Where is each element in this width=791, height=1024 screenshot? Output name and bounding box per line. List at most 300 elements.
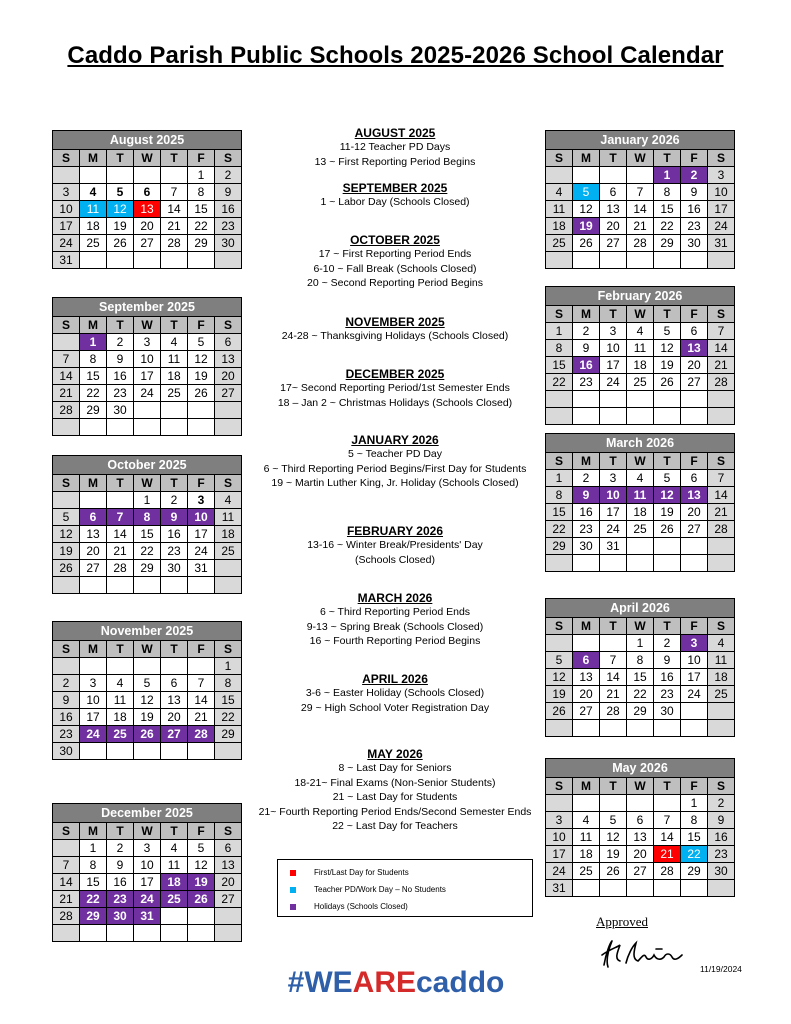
- calendar-day-cell: 5: [654, 323, 681, 340]
- calendar-day-cell: 18: [80, 218, 107, 235]
- event-month-heading: NOVEMBER 2025: [345, 315, 445, 329]
- calendar-empty-cell: [681, 252, 708, 269]
- weekday-label: T: [161, 641, 188, 658]
- calendar-day-cell: 11: [627, 487, 654, 504]
- calendar-day-cell: 21: [708, 504, 735, 521]
- calendar-empty-cell: [53, 658, 80, 675]
- calendar-empty-cell: [215, 577, 242, 594]
- weekday-label: S: [708, 618, 735, 635]
- event-line: 16 ~ Fourth Reporting Period Begins: [309, 635, 481, 647]
- weekday-label: F: [681, 778, 708, 795]
- calendar-day-cell: 2: [107, 334, 134, 351]
- calendar-empty-cell: [681, 555, 708, 572]
- signature-icon: [596, 935, 696, 975]
- weekday-label: W: [134, 641, 161, 658]
- calendar-day-cell: 14: [654, 829, 681, 846]
- calendar-day-cell: 14: [53, 368, 80, 385]
- calendar-day-cell: 10: [134, 857, 161, 874]
- event-line: 9-13 ~ Spring Break (Schools Closed): [306, 620, 484, 633]
- calendar-day-cell: 6: [600, 184, 627, 201]
- calendar-day-cell: 5: [107, 184, 134, 201]
- calendar-day-cell: 27: [681, 374, 708, 391]
- calendar-empty-cell: [573, 720, 600, 737]
- calendar-day-cell: 6: [161, 675, 188, 692]
- calendar-day-cell: 16: [215, 201, 242, 218]
- calendar-day-cell: 25: [546, 235, 573, 252]
- calendar-day-cell: 30: [161, 560, 188, 577]
- calendar-empty-cell: [188, 658, 215, 675]
- calendar-day-cell: 20: [627, 846, 654, 863]
- calendar-day-cell: 7: [600, 652, 627, 669]
- calendar-empty-cell: [161, 419, 188, 436]
- calendar-day-cell: 30: [107, 402, 134, 419]
- calendar-day-cell: 12: [134, 692, 161, 709]
- weekday-label: T: [600, 778, 627, 795]
- calendar-empty-cell: [627, 408, 654, 425]
- calendar-day-cell: 9: [161, 509, 188, 526]
- calendar-day-cell: 14: [708, 487, 735, 504]
- calendar-day-cell: 14: [188, 692, 215, 709]
- calendar-day-cell: 8: [188, 184, 215, 201]
- calendar-day-cell: 12: [188, 351, 215, 368]
- calendar-day-cell: 9: [573, 340, 600, 357]
- calendar-day-cell: 12: [573, 201, 600, 218]
- calendar-empty-cell: [654, 880, 681, 897]
- calendar-empty-cell: [600, 720, 627, 737]
- calendar-empty-cell: [134, 658, 161, 675]
- calendar-day-cell: 12: [600, 829, 627, 846]
- calendar-day-cell: 3: [188, 492, 215, 509]
- calendar-day-cell: 13: [215, 351, 242, 368]
- calendar-day-cell: 18: [708, 669, 735, 686]
- calendar-day-cell: 15: [215, 692, 242, 709]
- calendar-day-cell: 25: [627, 521, 654, 538]
- purple-swatch-icon: [290, 904, 296, 910]
- calendar-day-cell: 28: [627, 235, 654, 252]
- calendar-day-cell: 21: [107, 543, 134, 560]
- calendar-day-cell: 14: [708, 340, 735, 357]
- calendar-day-cell: 22: [681, 846, 708, 863]
- calendar-day-cell: 10: [600, 340, 627, 357]
- weekday-label: T: [161, 475, 188, 492]
- calendar-day-cell: 21: [53, 385, 80, 402]
- calendar-empty-cell: [627, 555, 654, 572]
- calendar-day-cell: 8: [80, 857, 107, 874]
- calendar-day-cell: 12: [53, 526, 80, 543]
- weekday-label: T: [107, 475, 134, 492]
- calendar-empty-cell: [215, 908, 242, 925]
- events-august: [250, 126, 540, 169]
- calendar-day-cell: 6: [681, 470, 708, 487]
- calendar-day-cell: 1: [134, 492, 161, 509]
- event-line: 19 ~ Martin Luther King, Jr. Holiday (Schools Closed): [271, 477, 519, 489]
- calendar-day-cell: 30: [708, 863, 735, 880]
- calendar-day-cell: 7: [188, 675, 215, 692]
- weekday-label: M: [573, 150, 600, 167]
- calendar-empty-cell: [600, 880, 627, 897]
- weekday-label: S: [708, 778, 735, 795]
- calendar-day-cell: 26: [53, 560, 80, 577]
- calendar-day-cell: 24: [134, 385, 161, 402]
- weekday-label: T: [654, 150, 681, 167]
- calendar-day-cell: 13: [215, 857, 242, 874]
- calendar-day-cell: 14: [627, 201, 654, 218]
- calendar-day-cell: 26: [600, 863, 627, 880]
- calendar-day-cell: 6: [681, 323, 708, 340]
- calendar-day-cell: 2: [161, 492, 188, 509]
- calendar-empty-cell: [681, 720, 708, 737]
- weekday-label: S: [53, 317, 80, 334]
- events-january: [250, 433, 540, 491]
- weekday-label: M: [80, 475, 107, 492]
- calendar-day-cell: 19: [654, 504, 681, 521]
- calendar-day-cell: 24: [546, 863, 573, 880]
- calendar-day-cell: 29: [215, 726, 242, 743]
- weekday-label: T: [107, 317, 134, 334]
- calendar-empty-cell: [161, 577, 188, 594]
- calendar-empty-cell: [573, 391, 600, 408]
- weekday-label: M: [573, 778, 600, 795]
- weekday-label: M: [80, 823, 107, 840]
- calendar-day-cell: 19: [546, 686, 573, 703]
- event-line: (Schools Closed): [355, 553, 435, 566]
- calendar-day-cell: 16: [161, 526, 188, 543]
- calendar-month-header: February 2026: [546, 287, 735, 306]
- calendar-day-cell: 25: [161, 891, 188, 908]
- calendar-empty-cell: [80, 492, 107, 509]
- calendar-day-cell: 15: [546, 357, 573, 374]
- calendar-month-header: March 2026: [546, 434, 735, 453]
- calendar-day-cell: 9: [681, 184, 708, 201]
- weekday-label: S: [546, 618, 573, 635]
- legend-first-last: [290, 868, 409, 877]
- weekday-label: T: [600, 150, 627, 167]
- calendar-day-cell: 24: [600, 521, 627, 538]
- calendar-empty-cell: [708, 252, 735, 269]
- calendar-day-cell: 10: [188, 509, 215, 526]
- calendar-day-cell: 18: [627, 357, 654, 374]
- calendar-day-cell: 10: [80, 692, 107, 709]
- calendar-day-cell: 5: [188, 840, 215, 857]
- events-september: [250, 181, 540, 210]
- calendar-day-cell: 16: [107, 874, 134, 891]
- calendar-day-cell: 15: [188, 201, 215, 218]
- calendar-day-cell: 3: [708, 167, 735, 184]
- calendar-day-cell: 13: [80, 526, 107, 543]
- calendar-day-cell: 11: [161, 857, 188, 874]
- calendar-empty-cell: [107, 167, 134, 184]
- calendar-empty-cell: [53, 577, 80, 594]
- calendar-day-cell: 11: [627, 340, 654, 357]
- calendar-empty-cell: [215, 419, 242, 436]
- calendar-day-cell: 7: [161, 184, 188, 201]
- calendar-day-cell: 25: [80, 235, 107, 252]
- event-line: 11-12 Teacher PD Days: [339, 141, 451, 153]
- calendar-day-cell: 31: [53, 252, 80, 269]
- calendar-day-cell: 23: [708, 846, 735, 863]
- calendar-empty-cell: [654, 538, 681, 555]
- calendar-day-cell: 29: [80, 402, 107, 419]
- calendar-empty-cell: [80, 743, 107, 760]
- calendar-empty-cell: [215, 402, 242, 419]
- weekday-label: S: [53, 641, 80, 658]
- weekday-label: M: [80, 150, 107, 167]
- calendar-day-cell: 15: [134, 526, 161, 543]
- calendar-day-cell: 22: [134, 543, 161, 560]
- calendar-day-cell: 24: [708, 218, 735, 235]
- calendar-day-cell: 17: [681, 669, 708, 686]
- weekday-label: T: [654, 778, 681, 795]
- calendar-day-cell: 26: [546, 703, 573, 720]
- calendar-day-cell: 8: [654, 184, 681, 201]
- weekday-label: S: [53, 475, 80, 492]
- calendar-day-cell: 21: [188, 709, 215, 726]
- calendar-empty-cell: [708, 408, 735, 425]
- calendar-empty-cell: [53, 925, 80, 942]
- weekday-label: F: [188, 823, 215, 840]
- calendar-empty-cell: [188, 743, 215, 760]
- calendar-day-cell: 4: [80, 184, 107, 201]
- calendar-empty-cell: [53, 492, 80, 509]
- calendar-day-cell: 17: [134, 368, 161, 385]
- calendar-empty-cell: [546, 555, 573, 572]
- calendar-day-cell: 19: [600, 846, 627, 863]
- calendar-empty-cell: [107, 577, 134, 594]
- calendar-empty-cell: [107, 743, 134, 760]
- calendar-empty-cell: [53, 334, 80, 351]
- calendar-day-cell: 5: [654, 470, 681, 487]
- calendar-day-cell: 28: [708, 374, 735, 391]
- calendar-day-cell: 9: [53, 692, 80, 709]
- weekday-label: M: [573, 453, 600, 470]
- calendar-empty-cell: [188, 402, 215, 419]
- calendar-empty-cell: [188, 419, 215, 436]
- calendar-day-cell: 27: [573, 703, 600, 720]
- calendar-empty-cell: [107, 419, 134, 436]
- calendar-empty-cell: [215, 743, 242, 760]
- calendar-day-cell: 20: [681, 357, 708, 374]
- calendar-month-header: August 2025: [53, 131, 242, 150]
- calendar-day-cell: 19: [134, 709, 161, 726]
- calendar-day-cell: 4: [573, 812, 600, 829]
- calendar-january-2026: [545, 130, 735, 269]
- calendar-empty-cell: [188, 252, 215, 269]
- approval-date: 11/19/2024: [700, 964, 742, 974]
- calendar-day-cell: 6: [573, 652, 600, 669]
- events-october: [250, 233, 540, 291]
- calendar-empty-cell: [681, 538, 708, 555]
- calendar-day-cell: 2: [573, 470, 600, 487]
- weekday-label: M: [80, 317, 107, 334]
- events-march: [250, 591, 540, 649]
- calendar-day-cell: 7: [53, 351, 80, 368]
- calendar-day-cell: 22: [546, 374, 573, 391]
- calendar-day-cell: 6: [215, 334, 242, 351]
- calendar-day-cell: 24: [53, 235, 80, 252]
- calendar-october-2025: [52, 455, 242, 594]
- calendar-day-cell: 29: [134, 560, 161, 577]
- calendar-day-cell: 29: [188, 235, 215, 252]
- calendar-empty-cell: [708, 720, 735, 737]
- calendar-empty-cell: [546, 795, 573, 812]
- calendar-day-cell: 14: [161, 201, 188, 218]
- calendar-day-cell: 29: [627, 703, 654, 720]
- calendar-empty-cell: [53, 840, 80, 857]
- calendar-day-cell: 17: [188, 526, 215, 543]
- event-month-heading: AUGUST 2025: [354, 126, 436, 140]
- weekday-label: T: [161, 823, 188, 840]
- calendar-day-cell: 3: [600, 470, 627, 487]
- calendar-day-cell: 19: [573, 218, 600, 235]
- calendar-day-cell: 17: [600, 357, 627, 374]
- calendar-day-cell: 27: [627, 863, 654, 880]
- calendar-day-cell: 7: [53, 857, 80, 874]
- calendar-day-cell: 14: [53, 874, 80, 891]
- weekday-label: S: [53, 150, 80, 167]
- calendar-empty-cell: [53, 167, 80, 184]
- calendar-day-cell: 19: [654, 357, 681, 374]
- calendar-day-cell: 25: [161, 385, 188, 402]
- calendar-day-cell: 27: [161, 726, 188, 743]
- calendar-day-cell: 1: [80, 840, 107, 857]
- calendar-day-cell: 22: [546, 521, 573, 538]
- calendar-day-cell: 28: [708, 521, 735, 538]
- calendar-day-cell: 12: [654, 340, 681, 357]
- calendar-empty-cell: [573, 635, 600, 652]
- weekday-label: W: [627, 618, 654, 635]
- calendar-empty-cell: [134, 577, 161, 594]
- calendar-day-cell: 2: [708, 795, 735, 812]
- calendar-empty-cell: [600, 635, 627, 652]
- calendar-day-cell: 20: [600, 218, 627, 235]
- legend-first-last-label: First/Last Day for Students: [314, 868, 409, 877]
- calendar-day-cell: 10: [600, 487, 627, 504]
- calendar-day-cell: 19: [53, 543, 80, 560]
- calendar-day-cell: 20: [573, 686, 600, 703]
- calendar-day-cell: 15: [654, 201, 681, 218]
- weekday-label: S: [53, 823, 80, 840]
- calendar-empty-cell: [215, 252, 242, 269]
- calendar-day-cell: 8: [627, 652, 654, 669]
- calendar-day-cell: 12: [546, 669, 573, 686]
- calendar-day-cell: 29: [546, 538, 573, 555]
- calendar-day-cell: 13: [627, 829, 654, 846]
- calendar-empty-cell: [573, 555, 600, 572]
- calendar-day-cell: 19: [188, 368, 215, 385]
- calendar-day-cell: 11: [215, 509, 242, 526]
- calendar-day-cell: 16: [107, 368, 134, 385]
- calendar-day-cell: 25: [627, 374, 654, 391]
- calendar-day-cell: 11: [107, 692, 134, 709]
- event-line: 5 ~ Teacher PD Day: [347, 448, 443, 460]
- calendar-day-cell: 2: [573, 323, 600, 340]
- weekday-label: F: [681, 306, 708, 323]
- event-line: 18 – Jan 2 ~ Christmas Holidays (Schools Closed): [277, 396, 513, 409]
- calendar-empty-cell: [107, 252, 134, 269]
- calendar-day-cell: 13: [681, 340, 708, 357]
- calendar-empty-cell: [80, 167, 107, 184]
- event-month-heading: SEPTEMBER 2025: [342, 181, 448, 195]
- calendar-month-header: October 2025: [53, 456, 242, 475]
- calendar-day-cell: 28: [53, 908, 80, 925]
- calendar-empty-cell: [708, 391, 735, 408]
- calendar-day-cell: 20: [80, 543, 107, 560]
- calendar-day-cell: 23: [107, 891, 134, 908]
- calendar-empty-cell: [161, 167, 188, 184]
- calendar-day-cell: 9: [107, 857, 134, 874]
- calendar-day-cell: 5: [134, 675, 161, 692]
- calendar-day-cell: 28: [53, 402, 80, 419]
- calendar-day-cell: 31: [708, 235, 735, 252]
- calendar-day-cell: 1: [681, 795, 708, 812]
- weekday-label: F: [681, 150, 708, 167]
- calendar-empty-cell: [80, 658, 107, 675]
- calendar-day-cell: 13: [573, 669, 600, 686]
- calendar-day-cell: 5: [600, 812, 627, 829]
- calendar-day-cell: 13: [681, 487, 708, 504]
- calendar-empty-cell: [161, 658, 188, 675]
- event-month-heading: MAY 2026: [367, 747, 423, 761]
- calendar-empty-cell: [134, 252, 161, 269]
- calendar-day-cell: 21: [708, 357, 735, 374]
- calendar-day-cell: 22: [188, 218, 215, 235]
- event-line: 21~ Fourth Reporting Period Ends/Second Semester Ends: [258, 805, 532, 818]
- calendar-day-cell: 8: [215, 675, 242, 692]
- calendar-day-cell: 27: [80, 560, 107, 577]
- event-line: 20 ~ Second Reporting Period Begins: [307, 277, 483, 289]
- event-line: 24-28 ~ Thanksgiving Holidays (Schools Closed): [281, 330, 509, 342]
- calendar-day-cell: 13: [600, 201, 627, 218]
- calendar-day-cell: 30: [107, 908, 134, 925]
- calendar-day-cell: 15: [681, 829, 708, 846]
- calendar-empty-cell: [600, 167, 627, 184]
- events-may: [250, 747, 540, 834]
- calendar-day-cell: 4: [215, 492, 242, 509]
- event-line: 17~ Second Reporting Period/1st Semester Ends: [280, 382, 510, 394]
- calendar-day-cell: 1: [546, 323, 573, 340]
- calendar-empty-cell: [681, 391, 708, 408]
- weekday-label: S: [215, 317, 242, 334]
- calendar-day-cell: 25: [215, 543, 242, 560]
- calendar-day-cell: 20: [215, 368, 242, 385]
- calendar-empty-cell: [627, 391, 654, 408]
- weekday-label: S: [215, 641, 242, 658]
- legend-pd: [290, 885, 446, 894]
- calendar-day-cell: 23: [161, 543, 188, 560]
- calendar-day-cell: 23: [573, 374, 600, 391]
- calendar-empty-cell: [573, 252, 600, 269]
- calendar-empty-cell: [546, 408, 573, 425]
- calendar-empty-cell: [627, 880, 654, 897]
- calendar-empty-cell: [107, 658, 134, 675]
- calendar-day-cell: 18: [107, 709, 134, 726]
- calendar-day-cell: 3: [53, 184, 80, 201]
- calendar-day-cell: 30: [573, 538, 600, 555]
- calendar-day-cell: 18: [215, 526, 242, 543]
- weekday-label: F: [681, 453, 708, 470]
- event-line: 13 ~ First Reporting Period Begins: [314, 155, 476, 168]
- calendar-empty-cell: [708, 703, 735, 720]
- calendar-day-cell: 21: [600, 686, 627, 703]
- calendar-empty-cell: [215, 560, 242, 577]
- calendar-day-cell: 27: [134, 235, 161, 252]
- calendar-day-cell: 8: [546, 487, 573, 504]
- calendar-empty-cell: [627, 252, 654, 269]
- calendar-day-cell: 28: [188, 726, 215, 743]
- calendar-day-cell: 22: [80, 385, 107, 402]
- event-line: 8 ~ Last Day for Seniors: [338, 762, 452, 774]
- event-line: 1 ~ Labor Day (Schools Closed): [320, 196, 470, 208]
